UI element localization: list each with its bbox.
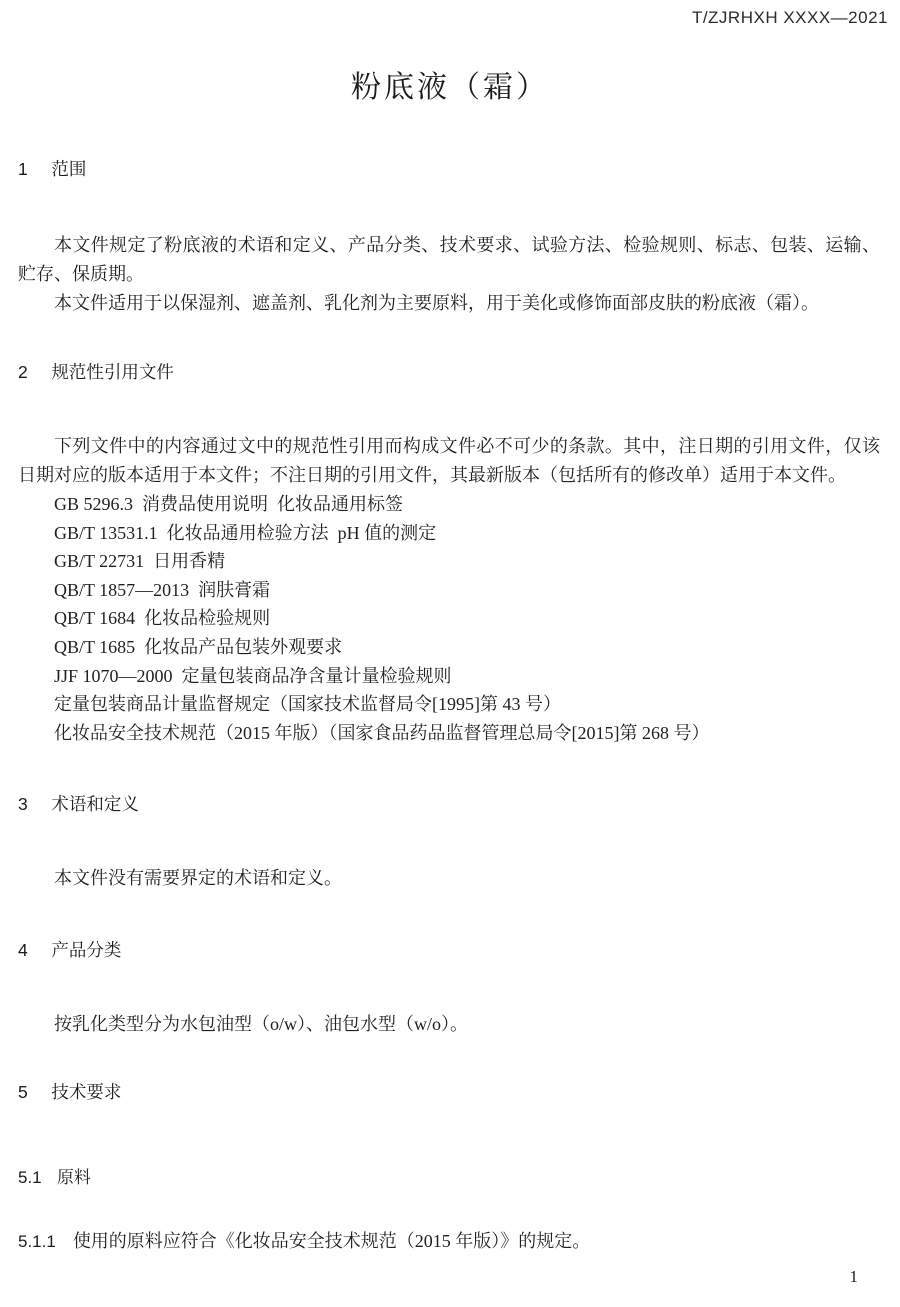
section-number: 3: [18, 794, 28, 815]
reference-list: [18, 490, 880, 747]
scope-paragraph-1: 本文件规定了粉底液的术语和定义、产品分类、技术要求、试验方法、检验规则、标志、包装、运输、贮存、保质期。: [18, 235, 880, 284]
section-number: 5: [18, 1081, 28, 1102]
section-number: 1: [18, 159, 28, 179]
scope-paragraph-2: 本文件适用于以保湿剂、遮盖剂、乳化剂为主要原料，用于美化或修饰面部皮肤的粉底液（霜）。: [54, 292, 819, 313]
clause-number: 5.1.1: [18, 1231, 56, 1251]
section-title: 术语和定义: [51, 794, 139, 815]
section-number: 4: [18, 940, 28, 961]
terms-paragraph: 本文件没有需要界定的术语和定义。: [54, 868, 342, 889]
reference-item: QB/T 1684 化妆品检验规则: [54, 608, 271, 629]
section-heading-2-normative-references: [18, 363, 880, 382]
subsection-title: 原料: [56, 1167, 91, 1187]
doc-code: T/ZJRHXH XXXX—2021: [691, 8, 888, 27]
subsection-heading-5-1-raw-materials: [18, 1168, 880, 1187]
reference-item: 化妆品安全技术规范（2015 年版）（国家食品药品监督管理总局令[2015]第 268 号）: [54, 722, 710, 743]
page-title: 粉底液（霜）: [351, 71, 549, 104]
section-heading-3-terms-definitions: [18, 795, 880, 814]
section-heading-4-product-classification: [18, 941, 880, 960]
reference-item: GB/T 13531.1 化妆品通用检验方法 pH 值的测定: [54, 522, 437, 543]
section-title: 产品分类: [51, 940, 122, 961]
section-heading-1-scope: [18, 160, 880, 179]
section-title: 规范性引用文件: [51, 362, 174, 383]
section-heading-5-technical-requirements: [18, 1083, 880, 1102]
reference-item: QB/T 1857—2013 润肤膏霜: [54, 579, 271, 600]
section-number: 2: [18, 362, 28, 383]
document-body: [0, 160, 900, 1256]
classification-paragraph: 按乳化类型分为水包油型（o/w）、油包水型（w/o）。: [54, 1014, 468, 1035]
page-number: 1: [849, 1267, 858, 1286]
reference-item: GB 5296.3 消费品使用说明 化妆品通用标签: [54, 493, 404, 514]
document-header: [0, 0, 900, 28]
reference-item: 定量包装商品计量监督规定（国家技术监督局令[1995]第 43 号）: [54, 694, 561, 715]
clause-5-1-1: [18, 1227, 880, 1256]
subsection-number: 5.1: [18, 1167, 42, 1187]
reference-item: JJF 1070—2000 定量包装商品净含量计量检验规则: [54, 665, 452, 686]
section-title: 技术要求: [51, 1081, 122, 1102]
section-title: 范围: [51, 159, 87, 179]
reference-item: GB/T 22731 日用香精: [54, 551, 226, 572]
reference-item: QB/T 1685 化妆品产品包装外观要求: [54, 636, 343, 657]
clause-text: 使用的原料应符合《化妆品安全技术规范（2015 年版）》的规定。: [72, 1230, 591, 1251]
references-intro-paragraph: 下列文件中的内容通过文中的规范性引用而构成文件必不可少的条款。其中，注日期的引用文件，仅该日期对应的版本适用于本文件；不注日期的引用文件，其最新版本（包括所有的修改单）适用于本文件。: [18, 436, 880, 486]
